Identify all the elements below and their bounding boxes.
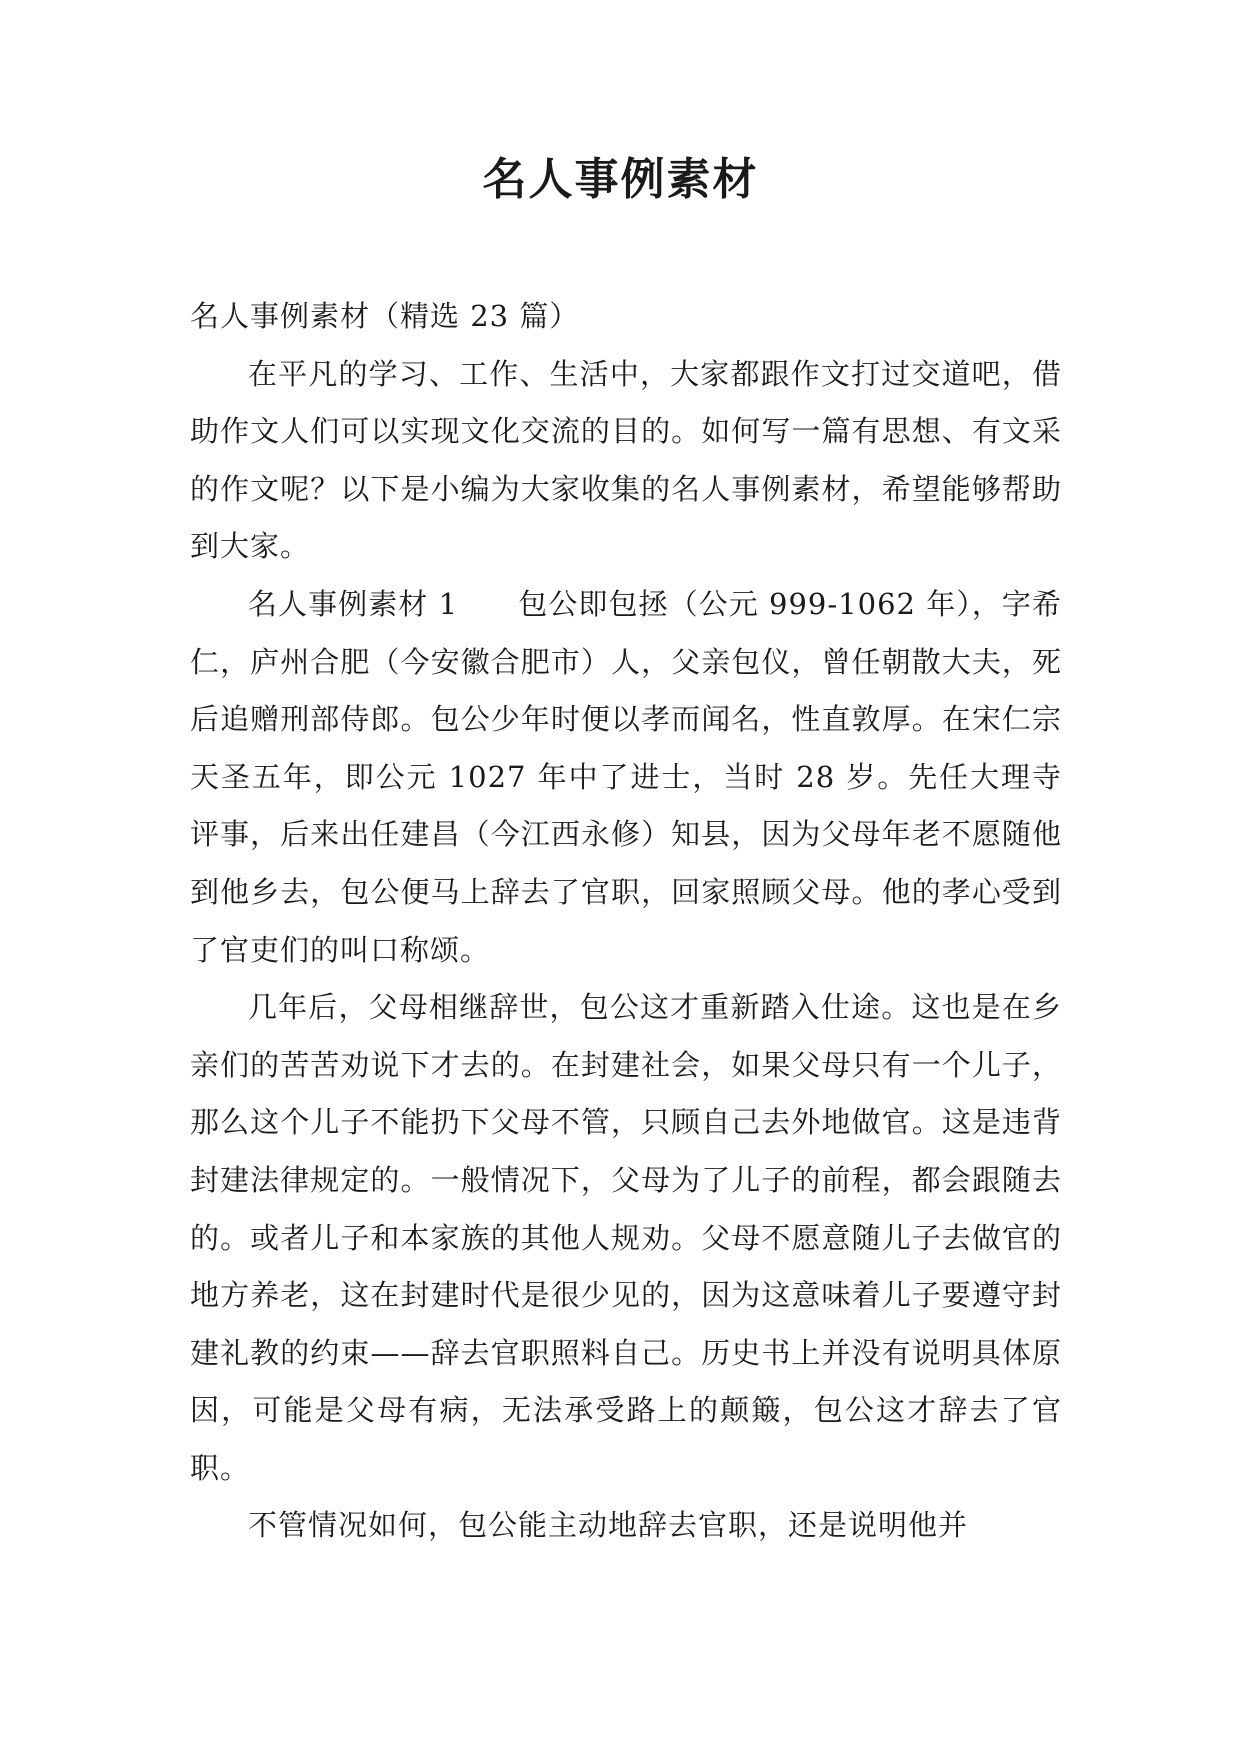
document-title: 名人事例素材: [482, 154, 759, 205]
document-subtitle: 名人事例素材（精选 23 篇）: [190, 299, 580, 333]
paragraph-example-1: 名人事例素材 1 包公即包拯（公元 999-1062 年），字希仁，庐州合肥（今安徽合肥市）人，父亲包仪，曾任朝散大夫，死后追赠刑部侍郎。包公少年时便以孝而闻名，性直敦厚。在宋仁宗天圣五年，即公元 1027 年中了进士，当时 28 岁。先任大理寺评事，后来出任建昌（今江西永修）知县，因为父母年老不愿随他到他乡去，包公便马上辞去了官职，回家照顾父母。他的孝心受到了官吏们的叫口称颂。: [190, 586, 1062, 967]
paragraph-continued: 不管情况如何，包公能主动地辞去官职，还是说明他并: [248, 1508, 969, 1543]
document-body: [190, 288, 1062, 1555]
paragraph-intro: 在平凡的学习、工作、生活中，大家都跟作文打过交道吧，借助作文人们可以实现文化交流的目的。如何写一篇有思想、有文采的作文呢？以下是小编为大家收集的名人事例素材，希望能够帮助到大家。: [190, 356, 1062, 564]
paragraph-parents: 几年后，父母相继辞世，包公这才重新踏入仕途。这也是在乡亲们的苦苦劝说下才去的。在封建社会，如果父母只有一个儿子，那么这个儿子不能扔下父母不管，只顾自己去外地做官。这是违背封建法律规定的。一般情况下，父母为了儿子的前程，都会跟随去的。或者儿子和本家族的其他人规劝。父母不愿意随儿子去做官的地方养老，这在封建时代是很少见的，因为这意味着儿子要遵守封建礼教的约束——辞去官职照料自己。历史书上并没有说明具体原因，可能是父母有病，无法承受路上的颠簸，包公这才辞去了官职。: [190, 990, 1062, 1485]
